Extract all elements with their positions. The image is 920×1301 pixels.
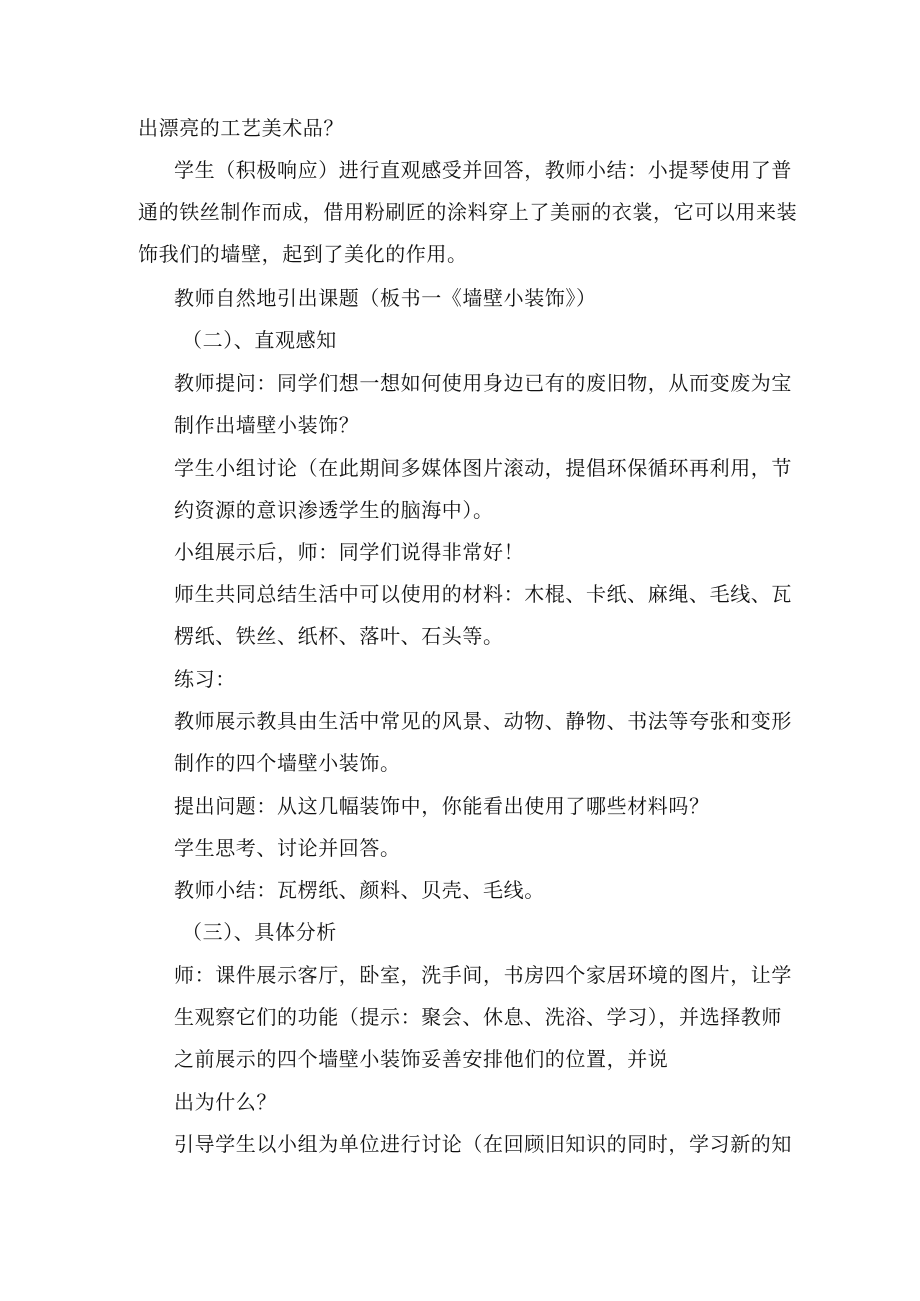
text-line: 提出问题：从这几幅装饰中，你能看出使用了哪些材料吗？ [174,794,710,818]
text-line: 楞纸、铁丝、纸杯、落叶、石头等。 [174,624,504,648]
text-line: 制作出墙壁小装饰？ [174,413,360,437]
text-line: 通的铁丝制作而成，借用粉刷匠的涂料穿上了美丽的衣裳，它可以用来装 [138,200,798,224]
text-line: 学生（积极响应）进行直观感受并回答，教师小结：小提琴使用了普 [174,158,792,182]
text-line: 学生小组讨论（在此期间多媒体图片滚动，提倡环保循环再利用，节 [174,456,792,480]
text-line: 之前展示的四个墙壁小装饰妥善安排他们的位置，并说 [174,1047,669,1071]
text-line: 师生共同总结生活中可以使用的材料：木棍、卡纸、麻绳、毛线、瓦 [174,582,792,606]
text-line: 出为什么？ [174,1090,277,1114]
text-line: 饰我们的墙壁，起到了美化的作用。 [138,242,468,266]
section-heading: （三）、具体分析 [182,920,337,944]
text-line: 练习： [174,667,236,691]
text-line: 小组展示后，师：同学们说得非常好！ [174,540,525,564]
text-line: 引导学生以小组为单位进行讨论（在回顾旧知识的同时，学习新的知 [174,1132,792,1156]
section-heading: （二）、直观感知 [182,328,337,352]
text-line: 学生思考、讨论并回答。 [174,836,401,860]
text-line: 教师自然地引出课题（板书一《墙壁小装饰》） [174,286,597,310]
text-line: 师：课件展示客厅，卧室，洗手间，书房四个家居环境的图片，让学 [174,963,792,987]
text-line: 生观察它们的功能（提示：聚会、休息、洗浴、学习），并选择教师 [174,1005,782,1029]
text-line: 制作的四个墙壁小装饰。 [174,751,401,775]
text-line: 出漂亮的工艺美术品？ [138,116,344,140]
text-line: 约资源的意识渗透学生的脑海中）。 [174,498,494,522]
text-line: 教师展示教具由生活中常见的风景、动物、静物、书法等夸张和变形 [174,709,792,733]
text-line: 教师小结：瓦楞纸、颜料、贝壳、毛线。 [174,878,545,902]
text-line: 教师提问：同学们想一想如何使用身边已有的废旧物，从而变废为宝 [174,371,792,395]
